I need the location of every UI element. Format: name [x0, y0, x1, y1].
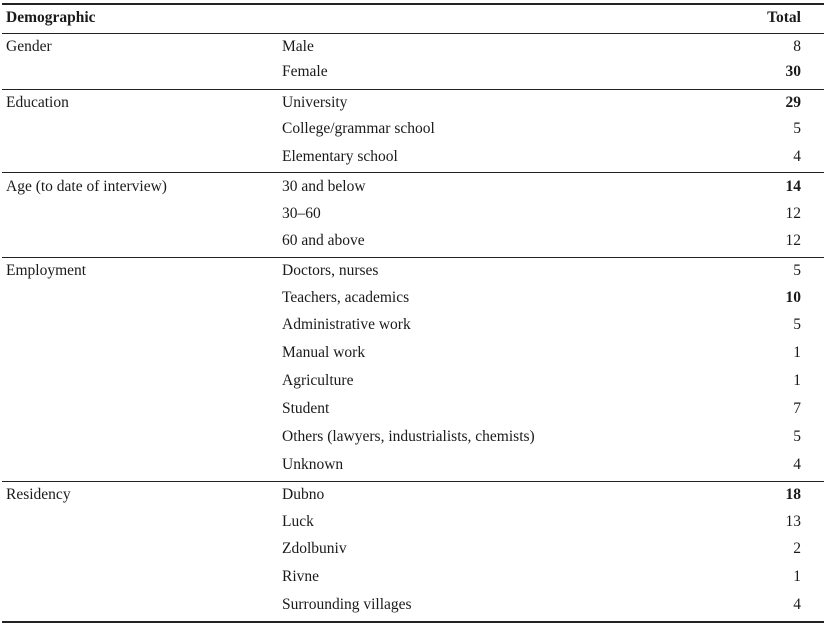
group-label: Gender — [6, 38, 52, 55]
header-demographic: Demographic — [6, 9, 96, 26]
row-item: Zdolbuniv — [282, 540, 347, 557]
row-item: Luck — [282, 513, 314, 530]
row-item: Male — [282, 38, 314, 55]
row-total: 1 — [793, 372, 801, 389]
header-total: Total — [767, 9, 801, 26]
row-total: 14 — [785, 178, 801, 195]
table-top-rule — [2, 3, 824, 5]
row-item: Administrative work — [282, 316, 411, 333]
row-item: Manual work — [282, 344, 366, 361]
group-separator — [2, 89, 824, 90]
row-item: Elementary school — [282, 148, 398, 165]
table-header-rule — [2, 33, 824, 34]
row-item: University — [282, 94, 348, 111]
row-total: 8 — [793, 38, 801, 55]
row-item: 30 and below — [282, 178, 366, 195]
row-total: 1 — [793, 568, 801, 585]
row-total: 30 — [785, 63, 801, 80]
row-item: Dubno — [282, 486, 325, 503]
row-item: Rivne — [282, 568, 320, 585]
row-item: College/grammar school — [282, 120, 435, 137]
row-total: 1 — [793, 344, 801, 361]
row-item: Female — [282, 63, 328, 80]
row-item: Agriculture — [282, 372, 354, 389]
row-item: Others (lawyers, industrialists, chemists) — [282, 428, 535, 445]
group-label: Education — [6, 94, 69, 111]
row-item: Unknown — [282, 456, 344, 473]
row-total: 2 — [793, 540, 801, 557]
group-label: Age (to date of interview) — [6, 178, 167, 195]
row-total: 5 — [793, 120, 801, 137]
row-item: 60 and above — [282, 232, 365, 249]
row-item: Teachers, academics — [282, 289, 410, 306]
row-item: 30–60 — [282, 205, 321, 222]
row-total: 5 — [793, 428, 801, 445]
row-total: 10 — [785, 289, 801, 306]
table-bottom-rule — [2, 621, 824, 623]
row-total: 4 — [793, 148, 801, 165]
row-item: Student — [282, 400, 330, 417]
group-separator — [2, 257, 824, 258]
row-total: 12 — [785, 205, 801, 222]
row-total: 12 — [785, 232, 801, 249]
row-item: Doctors, nurses — [282, 262, 379, 279]
group-separator — [2, 172, 824, 173]
row-item: Surrounding villages — [282, 596, 412, 613]
row-total: 18 — [785, 486, 801, 503]
row-total: 5 — [793, 262, 801, 279]
group-label: Employment — [6, 262, 87, 279]
row-total: 29 — [785, 94, 801, 111]
row-total: 5 — [793, 316, 801, 333]
group-separator — [2, 481, 824, 482]
row-total: 13 — [785, 513, 801, 530]
row-total: 4 — [793, 596, 801, 613]
row-total: 4 — [793, 456, 801, 473]
group-label: Residency — [6, 486, 71, 503]
row-total: 7 — [793, 400, 801, 417]
